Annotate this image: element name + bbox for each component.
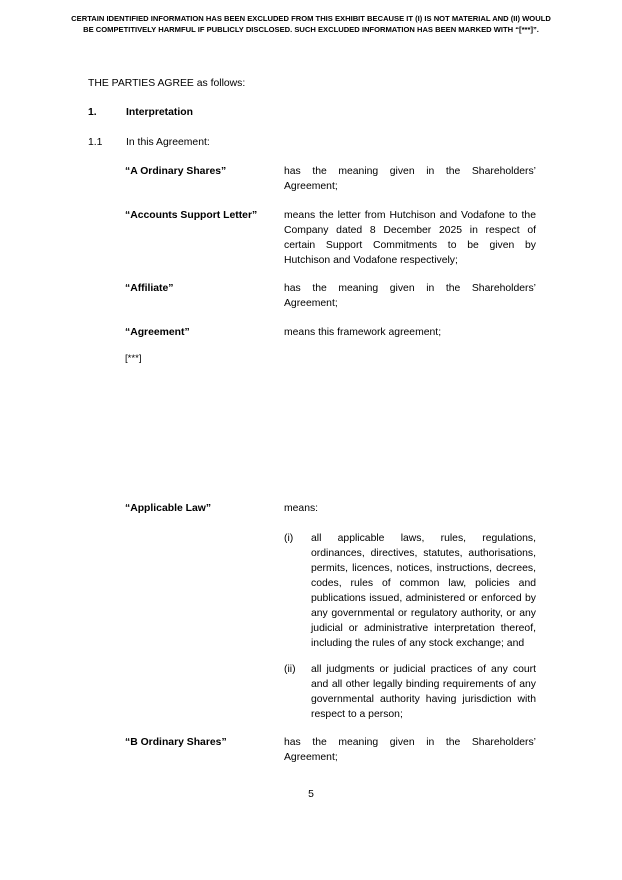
definition-text: means this framework agreement; (284, 327, 442, 338)
definition-text: means the letter from Hutchison and Vodafone to the Company dated 8 December 2025 in respect of certain Support Commitments to be given by Hutchison and Vodafone respectively; (284, 210, 536, 266)
section-number: 1. (88, 107, 97, 118)
clause-number: 1.1 (88, 137, 103, 148)
list-item-text: all judgments or judicial practices of any court and all other legally binding requirements of any governmental authority having jurisdiction with respect to a person; (311, 664, 536, 720)
list-item-number: (i) (284, 533, 294, 544)
definition-text: has the meaning given in the Shareholders’ Agreement; (284, 283, 536, 309)
clause-text: In this Agreement: (126, 137, 210, 148)
definition-text: has the meaning given in the Shareholders’ Agreement; (284, 166, 536, 192)
definition-text: means: (284, 503, 319, 514)
definition-text: has the meaning given in the Shareholders’ Agreement; (284, 737, 536, 763)
exclusion-notice-line-1: CERTAIN IDENTIFIED INFORMATION HAS BEEN EXCLUDED FROM THIS EXHIBIT BECAUSE IT (I) IS NOT MATERIAL AND (II) WOULD (71, 14, 551, 23)
section-title: Interpretation (126, 107, 193, 118)
redaction-marker: [***] (125, 353, 142, 364)
definition-term: “B Ordinary Shares” (125, 737, 227, 748)
definition-term: “Applicable Law” (125, 503, 212, 514)
definition-term: “Affiliate” (125, 283, 174, 294)
exclusion-notice-header (28, 14, 594, 35)
list-item-number: (ii) (284, 664, 296, 675)
definition-term: “Agreement” (125, 327, 190, 338)
page-number: 5 (308, 789, 314, 800)
definition-term: “Accounts Support Letter” (125, 210, 258, 221)
list-item-text: all applicable laws, rules, regulations, ordinances, directives, statutes, authorisations, permits, licences, notices, instructions, decrees, codes, rules of common law, policies and publications issued, administered or enforced by any governmental or regulatory authority, or any judicial or administrative interpretation thereof, including the rules of any stock exchange; and (311, 533, 536, 649)
exclusion-notice-line-2: BE COMPETITIVELY HARMFUL IF PUBLICLY DISCLOSED. SUCH EXCLUDED INFORMATION HAS BEEN MARKED WITH “[***]”. (83, 24, 539, 34)
intro-text: THE PARTIES AGREE as follows: (88, 78, 246, 89)
definition-term: “A Ordinary Shares” (125, 166, 227, 177)
